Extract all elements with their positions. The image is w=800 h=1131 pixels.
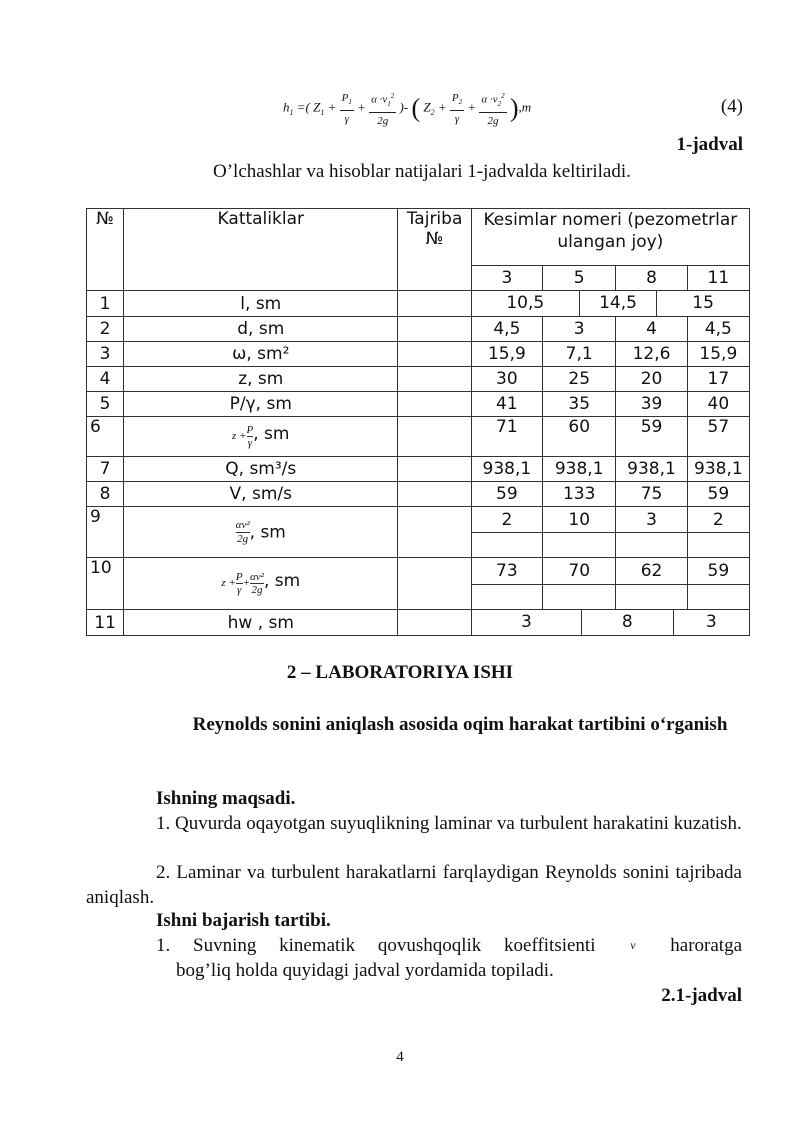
row-number: 11 — [87, 610, 124, 636]
goal-heading: Ishning maqsadi. — [156, 788, 296, 809]
row-value: 40 — [687, 392, 749, 417]
row-value: 59 — [687, 558, 749, 585]
formula-p2: P — [451, 91, 459, 104]
row-tajriba — [398, 392, 471, 417]
row-value: 17 — [687, 367, 749, 392]
row-value: 59 — [687, 482, 749, 507]
section-5: 5 — [543, 266, 616, 291]
goal-item-2: 2. Laminar va turbulent harakatlarni farqlaydigan Reynolds sonini tajribada aniqlash. — [86, 862, 742, 908]
formula-alpha-v2: α ·v — [481, 93, 498, 106]
row-number: 6 — [87, 417, 124, 457]
row-value: 71 — [471, 417, 542, 457]
section-3: 3 — [471, 266, 542, 291]
row-name-formula — [124, 417, 398, 457]
formula-open: =( — [296, 99, 310, 115]
row-tajriba — [398, 610, 471, 636]
row-value: 4 — [616, 317, 687, 342]
formula-p2-frac — [450, 90, 464, 127]
row-value: 938,1 — [616, 457, 687, 482]
results-table — [86, 208, 750, 636]
table-1-label: 1-jadval — [676, 134, 743, 155]
row-number: 10 — [87, 558, 124, 610]
table-row — [87, 417, 750, 457]
formula-av2-2g: $\frac{\text{αv²}}{2g}$ — [235, 518, 250, 545]
table-row — [87, 291, 750, 317]
row-tajriba — [398, 291, 471, 317]
formula-p1-sub: 1 — [348, 98, 352, 107]
row-value: 41 — [471, 392, 542, 417]
merged-cell — [471, 291, 749, 317]
formula-v1-sub: 1 — [387, 99, 391, 108]
formula-plus: + — [327, 99, 337, 115]
row-name: , sm — [253, 424, 290, 445]
merged-value: 3 — [472, 610, 582, 635]
row-name: , sm — [249, 522, 286, 542]
row-value: 938,1 — [471, 457, 542, 482]
table-row — [87, 367, 750, 392]
row-name: d, sm — [124, 317, 398, 342]
table-row — [87, 317, 750, 342]
row-value: 59 — [471, 482, 542, 507]
merged-value: 14,5 — [580, 291, 657, 316]
formula-close: )- — [399, 99, 409, 115]
table-caption: O’lchashlar va hisoblar natijalari 1-jadvalda keltiriladi. — [213, 161, 631, 182]
procedure-item-1-cont: bog’liq holda quyidagi jadval yordamida topiladi. — [176, 960, 554, 981]
formula-z-p-gamma-av2-2g: z + $\frac{P}{\gamma}$ + $\frac{\text{αv²}}{2g}$ — [221, 571, 264, 596]
formula-z2: Z — [423, 99, 431, 115]
row-value: 75 — [616, 482, 687, 507]
empty-cell — [687, 533, 749, 558]
row-tajriba — [398, 367, 471, 392]
row-tajriba — [398, 482, 471, 507]
formula-plus-3: + — [437, 99, 447, 115]
row-value: 12,6 — [616, 342, 687, 367]
row-value: 4,5 — [687, 317, 749, 342]
row-name-formula — [124, 558, 398, 610]
header-kattaliklar: Kattaliklar — [124, 209, 398, 291]
section-8: 8 — [616, 266, 687, 291]
row-value: 7,1 — [543, 342, 616, 367]
formula-z1: Z — [313, 99, 321, 115]
row-value: 35 — [543, 392, 616, 417]
row-number: 9 — [87, 507, 124, 558]
row-value: 938,1 — [543, 457, 616, 482]
header-tajriba: Tajriba № — [398, 209, 471, 291]
procedure-text: 1. Suvning kinematik qovushqoqlik koeffitsienti — [156, 935, 596, 956]
formula-gamma-1: γ — [344, 113, 349, 126]
row-name: , sm — [263, 571, 301, 592]
row-number: 7 — [87, 457, 124, 482]
page-number: 4 — [396, 1049, 404, 1065]
sub-title: Reynolds sonini aniqlash asosida oqim harakat tartibini o‘rganish — [192, 714, 728, 735]
row-number: 8 — [87, 482, 124, 507]
table-row — [87, 392, 750, 417]
row-number: 3 — [87, 342, 124, 367]
row-tajriba — [398, 417, 471, 457]
row-value: 10 — [543, 507, 616, 533]
formula-z2-sub: 2 — [430, 108, 435, 117]
row-value: 59 — [616, 417, 687, 457]
formula-4: $h_1$ =( $Z_1$ + $\frac{P_1}{\gamma}$ + $\frac{\alpha \cdot v_1^2}{2g}$ )- ( $Z_2$ + $\frac{P_2}{\gamma}$ + $\frac{\alpha \cdot v_2^2}{2g}$ ),m — [283, 88, 583, 136]
empty-cell — [543, 585, 616, 610]
row-value: 133 — [543, 482, 616, 507]
formula-2g-1: 2g — [377, 114, 389, 127]
procedure-heading: Ishni bajarish tartibi. — [156, 910, 331, 931]
nu-symbol: ν — [630, 938, 636, 952]
row-value: 20 — [616, 367, 687, 392]
formula-lhs-sub: 1 — [289, 108, 294, 117]
formula-z-plus-p-gamma: z + $\frac{P}{\gamma}$ — [232, 424, 254, 449]
table-row — [87, 558, 750, 585]
row-number: 1 — [87, 291, 124, 317]
formula-lhs: h — [283, 99, 290, 115]
section-11: 11 — [687, 266, 749, 291]
formula-unit: ,m — [518, 99, 532, 115]
procedure-item-1 — [156, 933, 742, 958]
row-name-formula — [124, 507, 398, 558]
merged-value: 8 — [582, 610, 674, 635]
row-value: 70 — [543, 558, 616, 585]
empty-cell — [687, 585, 749, 610]
table-row — [87, 342, 750, 367]
formula-2g-2: 2g — [487, 114, 499, 127]
table-row — [87, 507, 750, 533]
row-value: 73 — [471, 558, 542, 585]
table-row — [87, 610, 750, 636]
header-number: № — [87, 209, 124, 291]
row-name: P/γ, sm — [124, 392, 398, 417]
formula-p1: P — [341, 91, 349, 104]
row-tajriba — [398, 317, 471, 342]
empty-cell — [616, 585, 687, 610]
row-tajriba — [398, 457, 471, 482]
formula-z1-sub: 1 — [320, 108, 325, 117]
goal-item-1: 1. Quvurda oqayotgan suyuqlikning laminar va turbulent harakatini kuzatish. — [156, 813, 742, 834]
row-number: 2 — [87, 317, 124, 342]
formula-v2-sub: 2 — [497, 99, 502, 108]
formula-v1-frac: $\frac{\alpha \cdot v_1^2}{2g}$ — [369, 88, 396, 129]
formula-alpha-v1: α ·v — [371, 93, 388, 106]
header-kesimlar: Kesimlar nomeri (pezometrlar ulangan joy) — [471, 209, 749, 266]
row-name: hw , sm — [124, 610, 398, 636]
merged-value: 15 — [692, 293, 714, 313]
empty-cell — [616, 533, 687, 558]
empty-cell — [543, 533, 616, 558]
table-row — [87, 457, 750, 482]
row-value: 25 — [543, 367, 616, 392]
row-value: 2 — [687, 507, 749, 533]
formula-gamma-2: γ — [454, 113, 460, 126]
table-2-label: 2.1-jadval — [661, 985, 742, 1006]
formula-plus-4: + — [467, 99, 477, 115]
row-name: V, sm/s — [124, 482, 398, 507]
row-name: l, sm — [124, 291, 398, 317]
merged-cell — [471, 610, 749, 636]
row-number: 5 — [87, 392, 124, 417]
row-tajriba — [398, 507, 471, 558]
formula-p2-sub: 2 — [458, 98, 463, 107]
row-value: 3 — [543, 317, 616, 342]
procedure-text-end: haroratga — [670, 935, 742, 956]
row-value: 60 — [543, 417, 616, 457]
section-title: 2 – LABORATORIYA ISHI — [286, 662, 514, 683]
merged-value: 3 — [705, 612, 717, 632]
row-value: 15,9 — [471, 342, 542, 367]
table-row — [87, 482, 750, 507]
row-name: z, sm — [124, 367, 398, 392]
equation-number: (4) — [720, 96, 743, 117]
empty-cell — [471, 585, 542, 610]
empty-cell — [471, 533, 542, 558]
row-name: ω, sm² — [124, 342, 398, 367]
row-value: 15,9 — [687, 342, 749, 367]
row-name: Q, sm³/s — [124, 457, 398, 482]
row-value: 4,5 — [471, 317, 542, 342]
row-value: 39 — [616, 392, 687, 417]
row-value: 30 — [471, 367, 542, 392]
row-value: 3 — [616, 507, 687, 533]
row-tajriba — [398, 342, 471, 367]
formula-plus-2: + — [357, 99, 366, 115]
merged-value: 10,5 — [472, 291, 580, 316]
row-value: 62 — [616, 558, 687, 585]
row-value: 938,1 — [687, 457, 749, 482]
formula-v2-frac: $\frac{\alpha \cdot v_2^2}{2g}$ — [479, 88, 506, 129]
row-number: 4 — [87, 367, 124, 392]
formula-p1-frac — [340, 90, 354, 127]
row-value: 57 — [687, 417, 749, 457]
row-tajriba — [398, 558, 471, 610]
row-value: 2 — [471, 507, 542, 533]
